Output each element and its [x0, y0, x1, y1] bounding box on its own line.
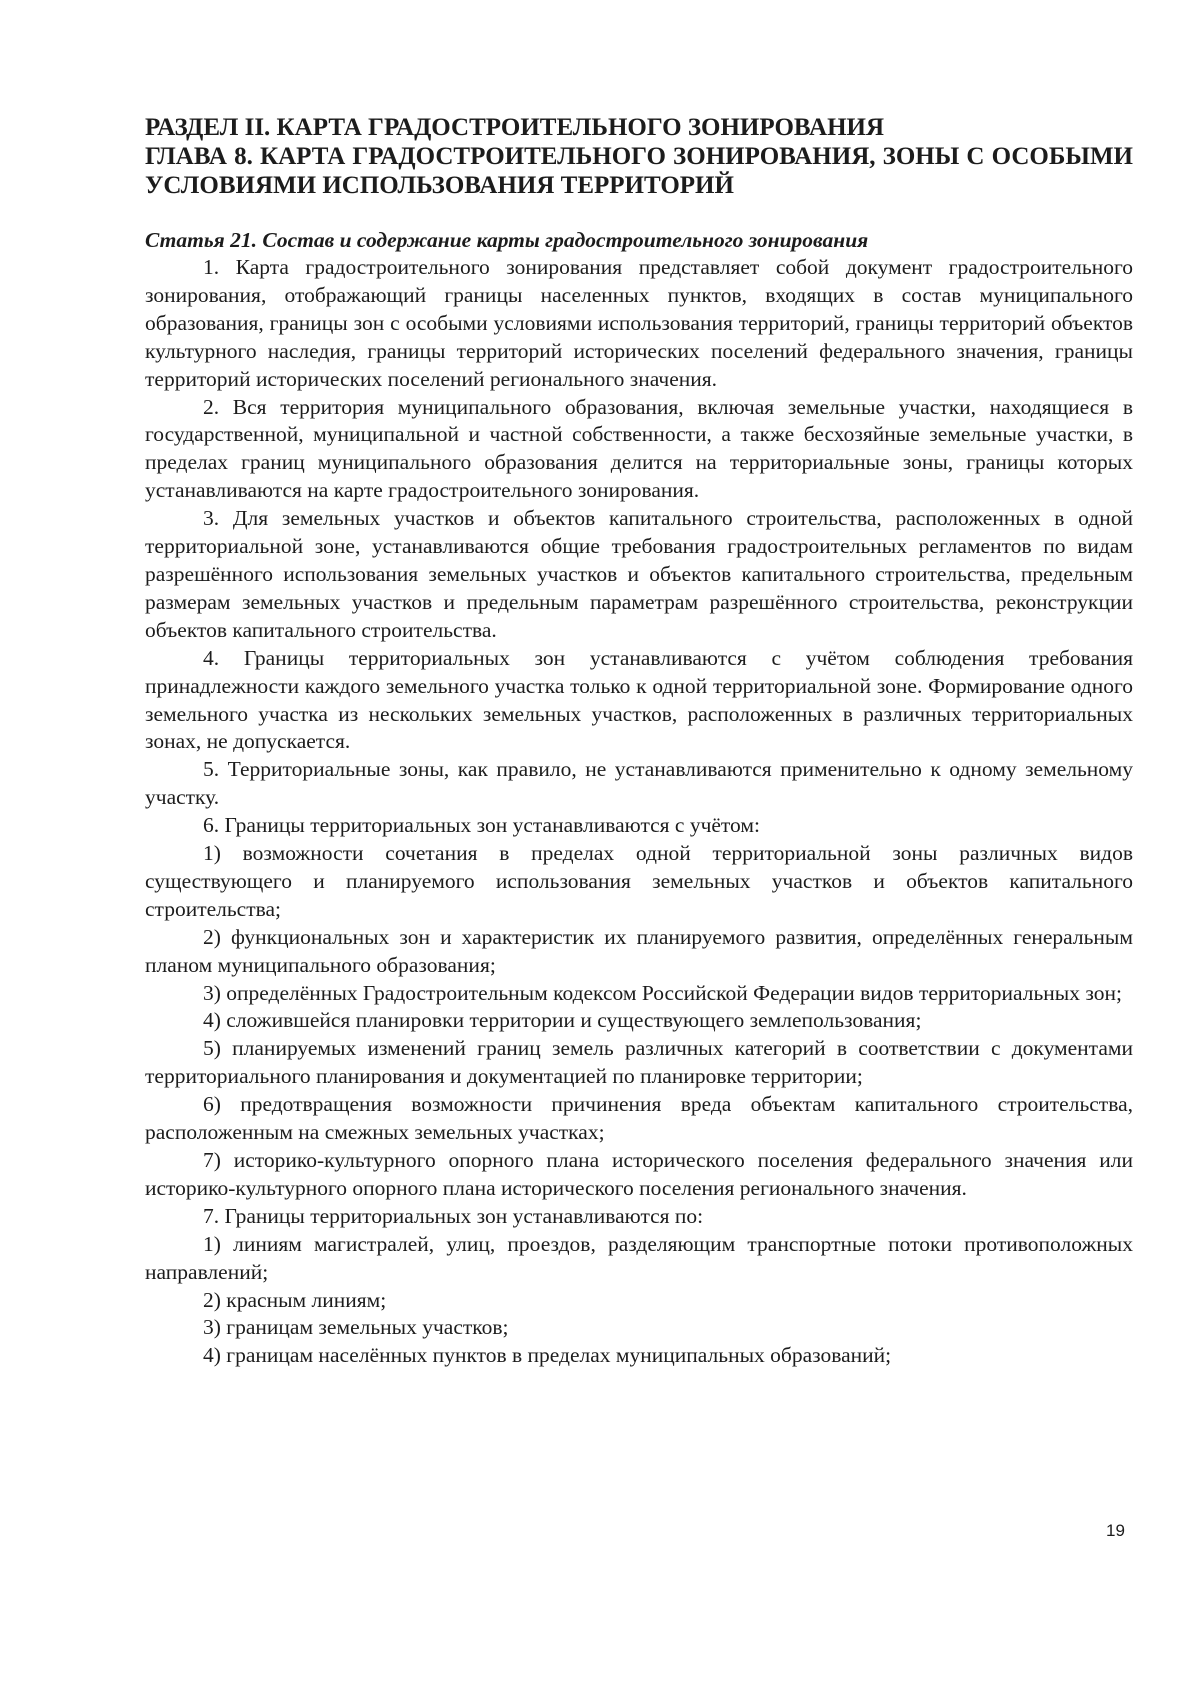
list-item: 3) определённых Градостроительным кодексом Российской Федерации видов территориальных зон; [203, 980, 1122, 1005]
document-page [145, 113, 1133, 1370]
list-item: 2) функциональных зон и характеристик их планируемого развития, определённых генеральным планом муниципального образования; [145, 924, 1133, 977]
paragraph: 6. Границы территориальных зон устанавливаются с учётом: [203, 813, 760, 838]
article-body [145, 254, 1133, 1370]
list-item: 7) историко-культурного опорного плана исторического поселения федерального значения или историко-культурного опорного плана исторического поселения регионального значения. [145, 1148, 1133, 1200]
paragraph: 4. Границы территориальных зон устанавливаются с учётом соблюдения требования принадлежности каждого земельного участка только к одной территориальной зоне. Формирование одного земельного участка из нескольких земельных участков, расположенных в различных территориальных зонах, не допускается. [145, 645, 1133, 754]
paragraph: 5. Территориальные зоны, как правило, не устанавливаются применительно к одному земельному участку. [145, 757, 1133, 810]
paragraph: 1. Карта градостроительного зонирования представляет собой документ градостроительного зонирования, отображающий границы населенных пунктов, входящих в состав муниципального образования, границы зон с особыми условиями использования территорий, границы территорий объектов культурного наследия, границы территорий исторических поселений федерального значения, границы территорий исторических поселений регионального значения. [145, 255, 1133, 391]
list-item: 5) планируемых изменений границ земель различных категорий в соответствии с документами территориального планирования и документацией по планировке территории; [145, 1036, 1133, 1089]
list-item: 1) возможности сочетания в пределах одной территориальной зоны различных видов существующего и планируемого использования земельных участков и объектов капитального строительства; [145, 841, 1133, 921]
paragraph: 2. Вся территория муниципального образования, включая земельные участки, находящиеся в государственной, муниципальной и частной собственности, а также бесхозяйные земельные участки, в пределах границ муниципального образования делится на территориальные зоны, границы которых устанавливаются на карте градостроительного зонирования. [145, 394, 1133, 503]
section-heading: РАЗДЕЛ II. КАРТА ГРАДОСТРОИТЕЛЬНОГО ЗОНИРОВАНИЯ [145, 114, 885, 141]
list-item: 1) линиям магистралей, улиц, проездов, разделяющим транспортные потоки противоположных направлений; [145, 1231, 1133, 1284]
list-item: 4) границам населённых пунктов в пределах муниципальных образований; [203, 1343, 892, 1368]
chapter-heading: ГЛАВА 8. КАРТА ГРАДОСТРОИТЕЛЬНОГО ЗОНИРОВАНИЯ, ЗОНЫ С ОСОБЫМИ УСЛОВИЯМИ ИСПОЛЬЗОВАНИЯ ТЕРРИТОРИЙ [145, 143, 1133, 199]
paragraph: 7. Границы территориальных зон устанавливаются по: [203, 1203, 704, 1228]
list-item: 2) красным линиям; [203, 1287, 387, 1312]
list-item: 6) предотвращения возможности причинения вреда объектам капитального строительства, расположенным на смежных земельных участках; [145, 1092, 1133, 1145]
page-number: 19 [1106, 1521, 1125, 1540]
list-item: 3) границам земельных участков; [203, 1315, 509, 1340]
article-title: Статья 21. Состав и содержание карты градостроительного зонирования [145, 228, 869, 252]
paragraph: 3. Для земельных участков и объектов капитального строительства, расположенных в одной территориальной зоне, устанавливаются общие требования градостроительных регламентов по видам разрешённого использования земельных участков и объектов капитального строительства, предельным размерам земельных участков и предельным параметрам разрешённого строительства, реконструкции объектов капитального строительства. [145, 506, 1133, 642]
list-item: 4) сложившейся планировки территории и существующего землепользования; [203, 1008, 922, 1033]
